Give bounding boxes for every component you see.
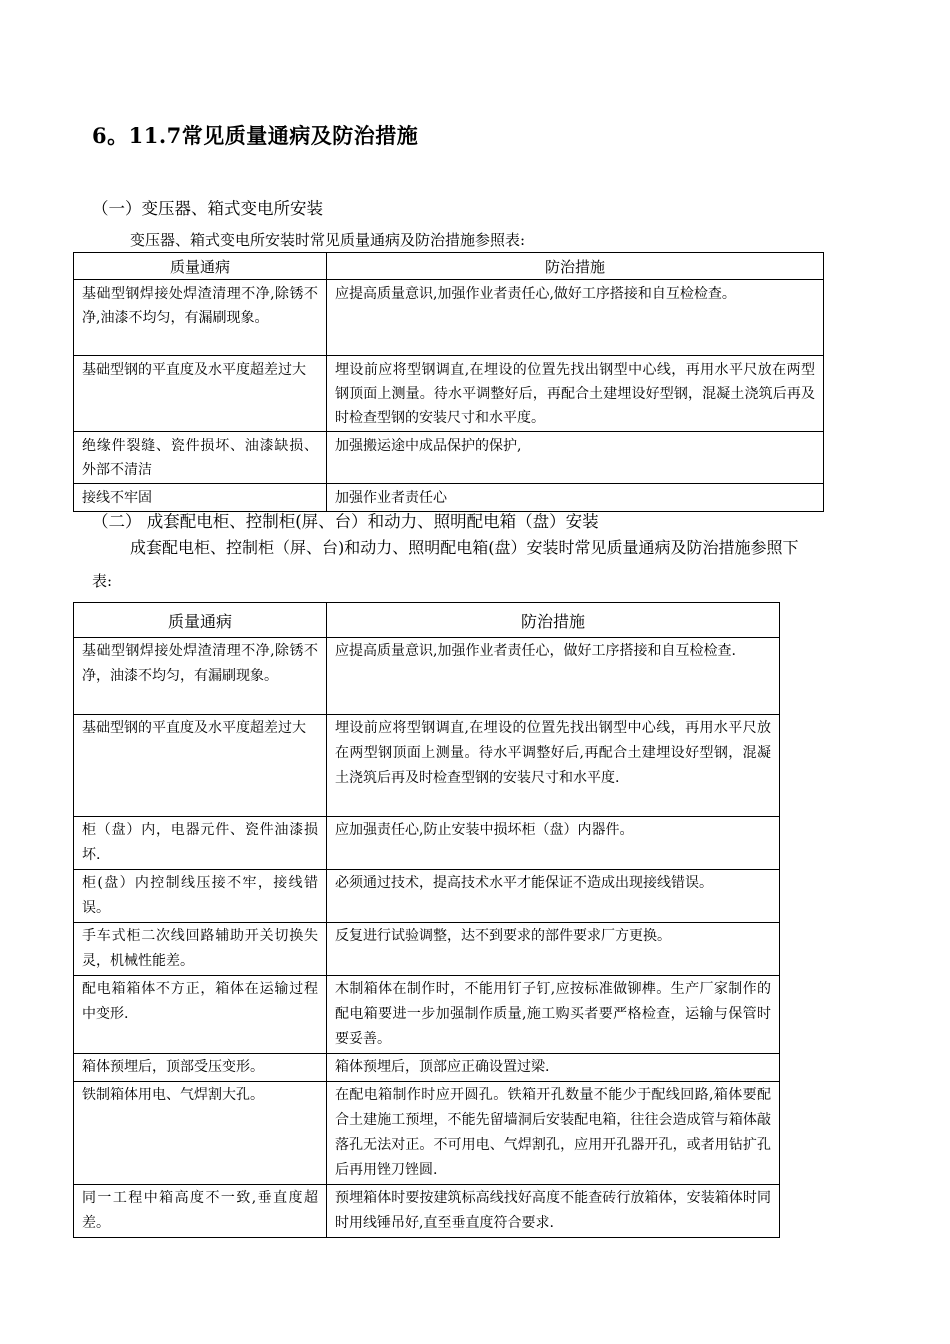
table-row (74, 1054, 780, 1082)
table-row (74, 1185, 780, 1238)
problem-cell: 柜(盘）内控制线压接不牢，接线错误。 (74, 870, 327, 923)
problem-cell: 配电箱箱体不方正，箱体在运输过程中变形. (74, 976, 327, 1054)
problem-cell: 基础型钢焊接处焊渣清理不净,除锈不净,油漆不均匀，有漏刷现象。 (74, 280, 327, 356)
problem-cell: 基础型钢焊接处焊渣清理不净,除锈不净，油漆不均匀，有漏刷现象。 (74, 638, 327, 715)
column-header-measure: 防治措施 (327, 253, 824, 280)
measure-cell: 应提高质量意识,加强作业者责任心，做好工序搭接和自互检检查. (327, 638, 780, 715)
table-header-row (74, 253, 824, 280)
table-row (74, 1082, 780, 1185)
column-header-problem: 质量通病 (74, 603, 327, 638)
measure-cell: 木制箱体在制作时，不能用钉子钉,应按标准做铆榫。生产厂家制作的配电箱要进一步加强制作质量,施工购买者要严格检查，运输与保管时要妥善。 (327, 976, 780, 1054)
measure-cell: 应提高质量意识,加强作业者责任心,做好工序搭接和自互检检查。 (327, 280, 824, 356)
measure-cell: 箱体预埋后，顶部应正确设置过梁. (327, 1054, 780, 1082)
section2-heading: （二） 成套配电柜、控制柜(屏、台）和动力、照明配电箱（盘）安装 (92, 512, 599, 531)
section1-intro: 变压器、箱式变电所安装时常见质量通病及防治措施参照表: (130, 231, 526, 249)
measure-cell: 应加强责任心,防止安装中损坏柜（盘）内器件。 (327, 817, 780, 870)
table-row (74, 715, 780, 817)
problem-cell: 手车式柜二次线回路辅助开关切换失灵，机械性能差。 (74, 923, 327, 976)
table-row (74, 432, 824, 484)
section2-intro-line1: 成套配电柜、控制柜（屏、台)和动力、照明配电箱(盘）安装时常见质量通病及防治措施参照下 (130, 538, 799, 557)
measure-cell: 加强作业者责任心 (327, 484, 824, 512)
table-row (74, 976, 780, 1054)
quality-table-1 (73, 252, 824, 512)
measure-cell: 加强搬运途中成品保护的保护, (327, 432, 824, 484)
problem-cell: 接线不牢固 (74, 484, 327, 512)
problem-cell: 同一工程中箱高度不一致,垂直度超差。 (74, 1185, 327, 1238)
problem-cell: 绝缘件裂缝、瓷件损坏、油漆缺损、外部不清洁 (74, 432, 327, 484)
problem-cell: 基础型钢的平直度及水平度超差过大 (74, 356, 327, 432)
section2-intro-line2: 表: (92, 572, 113, 590)
table-row (74, 923, 780, 976)
table-row (74, 280, 824, 356)
table-row (74, 870, 780, 923)
measure-cell: 在配电箱制作时应开圆孔。铁箱开孔数量不能少于配线回路,箱体要配合土建施工预埋，不能先留墙洞后安装配电箱，往往会造成管与箱体敲落孔无法对正。不可用电、气焊割孔，应用开孔器开孔，或者用钻扩孔后再用锉刀锉圆. (327, 1082, 780, 1185)
table-row (74, 638, 780, 715)
quality-table-2 (73, 602, 780, 1238)
column-header-measure: 防治措施 (327, 603, 780, 638)
problem-cell: 铁制箱体用电、气焊割大孔。 (74, 1082, 327, 1185)
column-header-problem: 质量通病 (74, 253, 327, 280)
measure-cell: 预埋箱体时要按建筑标高线找好高度不能查砖行放箱体，安装箱体时同时用线锤吊好,直至垂直度符合要求. (327, 1185, 780, 1238)
measure-cell: 反复进行试验调整，达不到要求的部件要求厂方更换。 (327, 923, 780, 976)
problem-cell: 基础型钢的平直度及水平度超差过大 (74, 715, 327, 817)
page-title: 6。11.7常见质量通病及防治措施 (92, 123, 419, 148)
table-row (74, 817, 780, 870)
section1-heading: （一）变压器、箱式变电所安装 (92, 199, 323, 218)
measure-cell: 必须通过技术，提高技术水平才能保证不造成出现接线错误。 (327, 870, 780, 923)
measure-cell: 埋设前应将型钢调直,在埋设的位置先找出钢型中心线，再用水平尺放在两型钢顶面上测量。待水平调整好后,再配合土建埋设好型钢，混凝土浇筑后再及时检查型钢的安装尺寸和水平度. (327, 715, 780, 817)
problem-cell: 柜（盘）内，电器元件、瓷件油漆损坏. (74, 817, 327, 870)
table-row (74, 356, 824, 432)
table-header-row (74, 603, 780, 638)
problem-cell: 箱体预埋后，顶部受压变形。 (74, 1054, 327, 1082)
measure-cell: 埋设前应将型钢调直,在埋设的位置先找出钢型中心线，再用水平尺放在两型钢顶面上测量。待水平调整好后，再配合土建埋设好型钢，混凝土浇筑后再及时检查型钢的安装尺寸和水平度。 (327, 356, 824, 432)
